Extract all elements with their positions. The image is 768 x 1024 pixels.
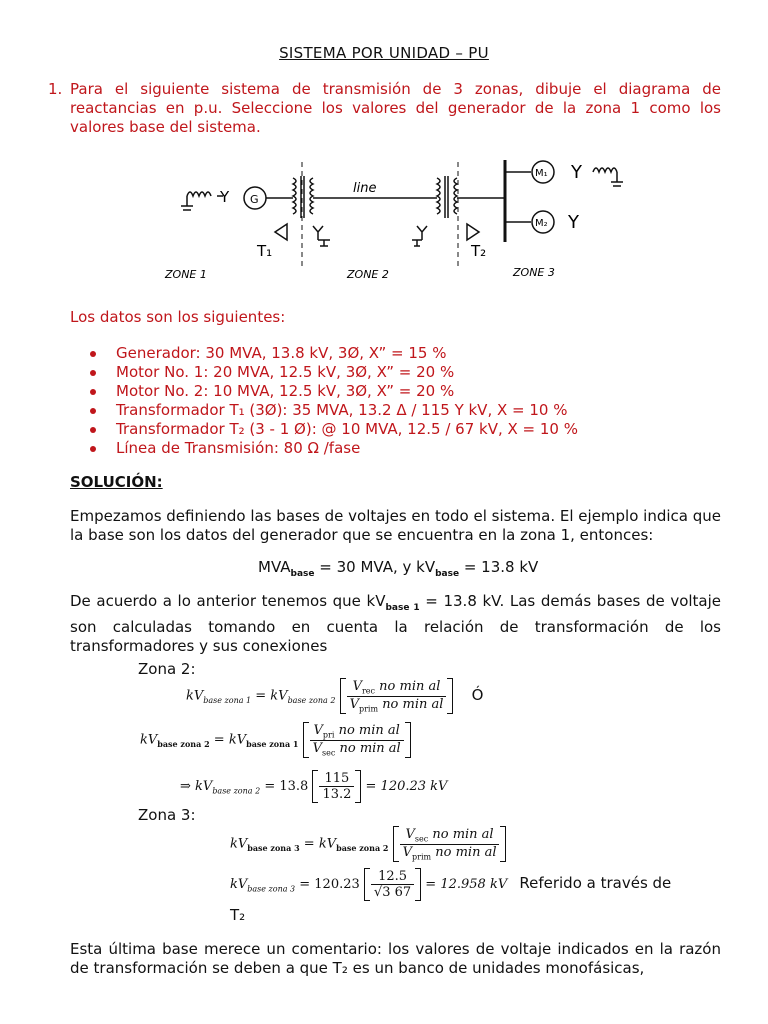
problem-text: Para el siguiente sistema de transmisión de 3 zonas, dibuje el diagrama de reactancias en p.u. Seleccione los valores del generador de la zona 1 como los valores base del sistema. — [70, 80, 721, 136]
generator-label: G — [250, 193, 259, 206]
data-intro: Los datos son los siguientes: — [70, 308, 286, 326]
equation-zona2-a: $kV_{base zona 1} = kV_{base zona 2}$ $\frac{V_{rec} no \min al}{V_{prim} no \min al}$ Ó — [186, 679, 484, 714]
t2-ref: T₂ — [230, 906, 246, 924]
t1-label: T₁ — [257, 242, 273, 260]
paragraph-1: Empezamos definiendo las bases de voltajes en todo el sistema. El ejemplo indica que la base son los datos del generador que se encuentra en la zona 1, entonces: — [70, 507, 721, 544]
equation-zona3-b: $kV_{base zona 3} = 120.23$ $\frac{12.5}{√3 67}$ = 12.958 kV Referido a través de — [230, 869, 672, 900]
paragraph-2: De acuerdo a lo anterior tenemos que $kV_{base 1} = 13.8$ kV. Las demás bases de voltaje son calculadas tomando en cuenta la relación de transformación de los transformadores y sus conexiones — [70, 592, 722, 655]
solution-heading: SOLUCIÓN: — [70, 473, 163, 491]
motor-2-label: M₂ — [535, 218, 548, 229]
base-equation: $MVA_{base} = 30$ MVA, y $kV_{base} = 13.8$ kV — [258, 558, 539, 579]
zone-2-label: ZONE 2 — [347, 268, 389, 281]
circuit-diagram — [165, 150, 635, 285]
equation-zona2-c: ⇒ $kV_{base zona 2} = 13.8$ $\frac{115}{13.2}$ = 120.23 kV — [180, 771, 448, 802]
inductor-coil-left — [187, 192, 211, 196]
delta-symbol-t2 — [467, 224, 479, 240]
zona-3-label: Zona 3: — [138, 806, 196, 824]
line-label: line — [353, 181, 377, 196]
y-label-m2: Y — [568, 212, 579, 233]
equation-zona2-b: $kV_{base zona 2} = kV_{base zona 1}$ $\frac{V_{pri} no \min al}{V_{sec} no \min al}$ — [140, 722, 411, 758]
paragraph-3: Esta última base merece un comentario: los valores de voltaje indicados en la razón de transformación se deben a que T₂ es un banco de unidades monofásicas, — [70, 940, 721, 977]
t2-label: T₂ — [471, 242, 487, 260]
y-label-m1: Y — [571, 162, 582, 183]
motor-1-label: M₁ — [535, 168, 548, 179]
delta-symbol-t1 — [275, 224, 287, 240]
zona-2-label: Zona 2: — [138, 660, 196, 678]
problem-number: 1. — [48, 80, 63, 98]
zone-3-label: ZONE 3 — [513, 266, 555, 279]
zone-1-label: ZONE 1 — [165, 268, 207, 281]
equation-zona3-a: $kV_{base zona 3} = kV_{base zona 2}$ $\frac{V_{sec} no \min al}{V_{prim} no \min al}$ — [230, 826, 506, 862]
page-title: SISTEMA POR UNIDAD – PU — [279, 44, 489, 62]
y-label-gen: Y — [220, 188, 230, 206]
